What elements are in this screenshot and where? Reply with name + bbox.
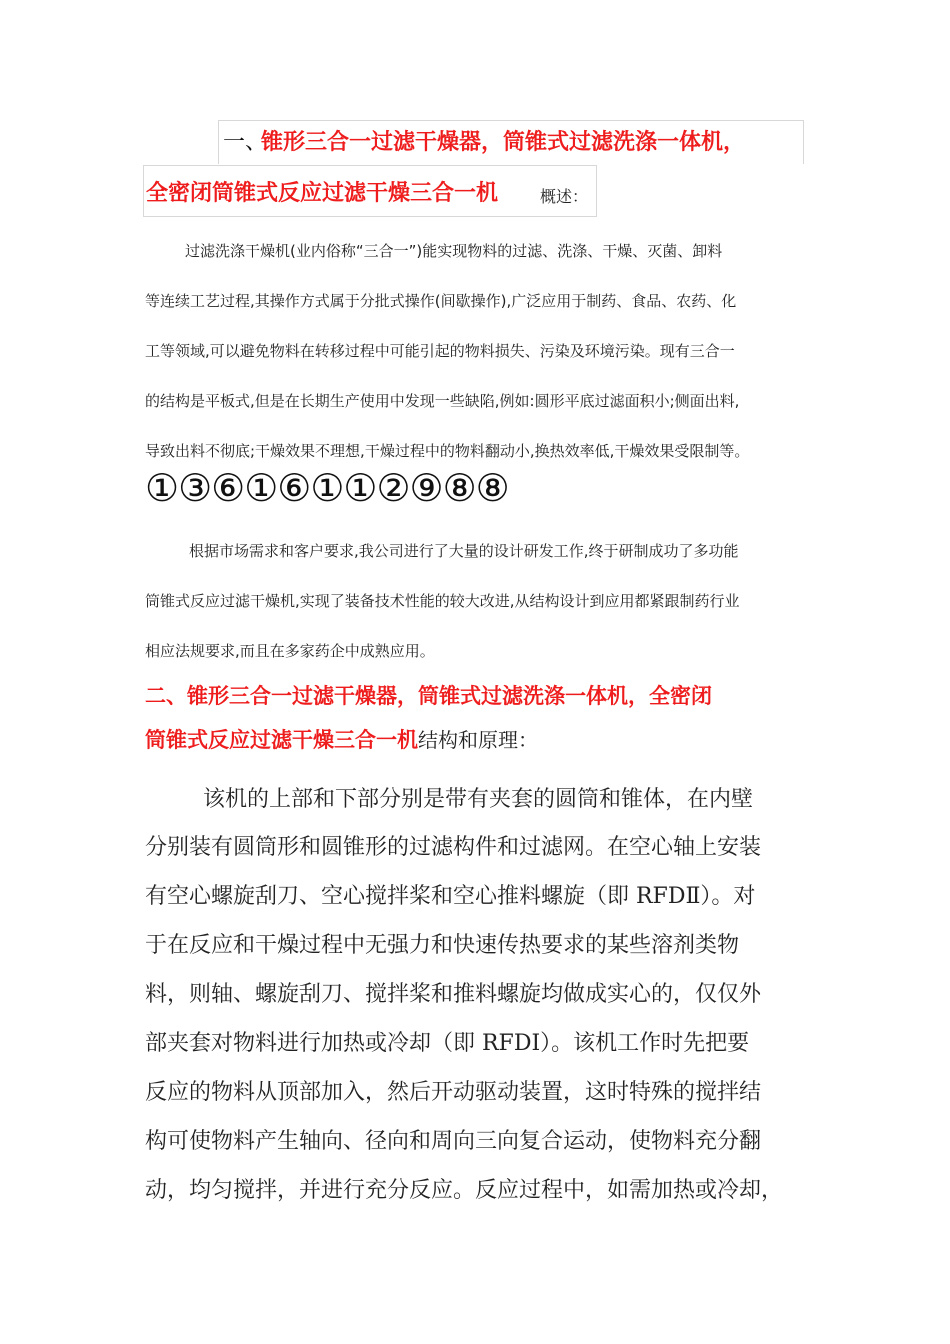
section2-title-text: 筒锥式反应过滤干燥三合一机 xyxy=(145,728,418,752)
paragraph-line: 动，均匀搅拌，并进行充分反应。反应过程中，如需加热或冷却， xyxy=(145,1178,784,1203)
circled-number-sequence: ①③⑥①⑥①①②⑨⑧⑧ xyxy=(145,466,509,510)
paragraph-line: 筒锥式反应过滤干燥机,实现了装备技术性能的较大改进,从结构设计到应用都紧跟制药行业 xyxy=(145,592,740,610)
paragraph-line: 工等领域,可以避免物料在转移过程中可能引起的物料损失、污染及环境污染。现有三合一 xyxy=(145,342,735,360)
paragraph-line: 该机的上部和下部分别是带有夹套的圆筒和锥体，在内壁 xyxy=(203,787,754,812)
paragraph-line: 于在反应和干燥过程中无强力和快速传热要求的某些溶剂类物 xyxy=(145,933,740,958)
paragraph-line: 过滤洗涤干燥机(业内俗称“三合一”)能实现物料的过滤、洗涤、干燥、灭菌、卸料 xyxy=(185,242,723,260)
section1-title-suffix: 概述： xyxy=(540,187,589,206)
section1-heading-line1 xyxy=(218,120,804,164)
paragraph-line: 料，则轴、螺旋刮刀、搅拌桨和推料螺旋均做成实心的，仅仅外 xyxy=(145,982,762,1007)
paragraph-line: 的结构是平板式,但是在长期生产使用中发现一些缺陷,例如:圆形平底过滤面积小;侧面出料, xyxy=(145,392,740,410)
paragraph-line: 分别装有圆筒形和圆锥形的过滤构件和过滤网。在空心轴上安装 xyxy=(145,835,762,860)
section2-title-line1 xyxy=(145,680,712,710)
paragraph-line: 导致出料不彻底;干燥效果不理想,干燥过程中的物料翻动小,换热效率低,干燥效果受限制等。 xyxy=(145,442,750,460)
section2-title-suffix: 结构和原理： xyxy=(418,728,538,752)
paragraph-line: 反应的物料从顶部加入，然后开动驱动装置，这时特殊的搅拌结 xyxy=(145,1080,762,1105)
paragraph-line: 有空心螺旋刮刀、空心搅拌桨和空心推料螺旋（即 RFDⅡ）。对 xyxy=(145,884,756,909)
section2-title-text: 二、锥形三合一过滤干燥器，筒锥式过滤洗涤一体机，全密闭 xyxy=(145,684,712,708)
paragraph-line: 相应法规要求,而且在多家药企中成熟应用。 xyxy=(145,642,435,660)
paragraph-line: 等连续工艺过程,其操作方式属于分批式操作(间歇操作),广泛应用于制药、食品、农药、化 xyxy=(145,292,737,310)
section2-title-line2 xyxy=(145,724,538,754)
section1-number: 一、 xyxy=(223,130,268,155)
paragraph-line: 部夹套对物料进行加热或冷却（即 RFDⅠ）。该机工作时先把要 xyxy=(145,1031,750,1056)
section1-title-line2: 全密闭筒锥式反应过滤干燥三合一机 xyxy=(146,181,499,206)
paragraph-line: 构可使物料产生轴向、径向和周向三向复合运动，使物料充分翻 xyxy=(145,1129,762,1154)
paragraph-line: 根据市场需求和客户要求,我公司进行了大量的设计研发工作,终于研制成功了多功能 xyxy=(189,542,739,560)
section1-heading-line2 xyxy=(143,165,597,217)
section1-title-line1: 锥形三合一过滤干燥器，筒锥式过滤洗涤一体机， xyxy=(261,130,746,155)
